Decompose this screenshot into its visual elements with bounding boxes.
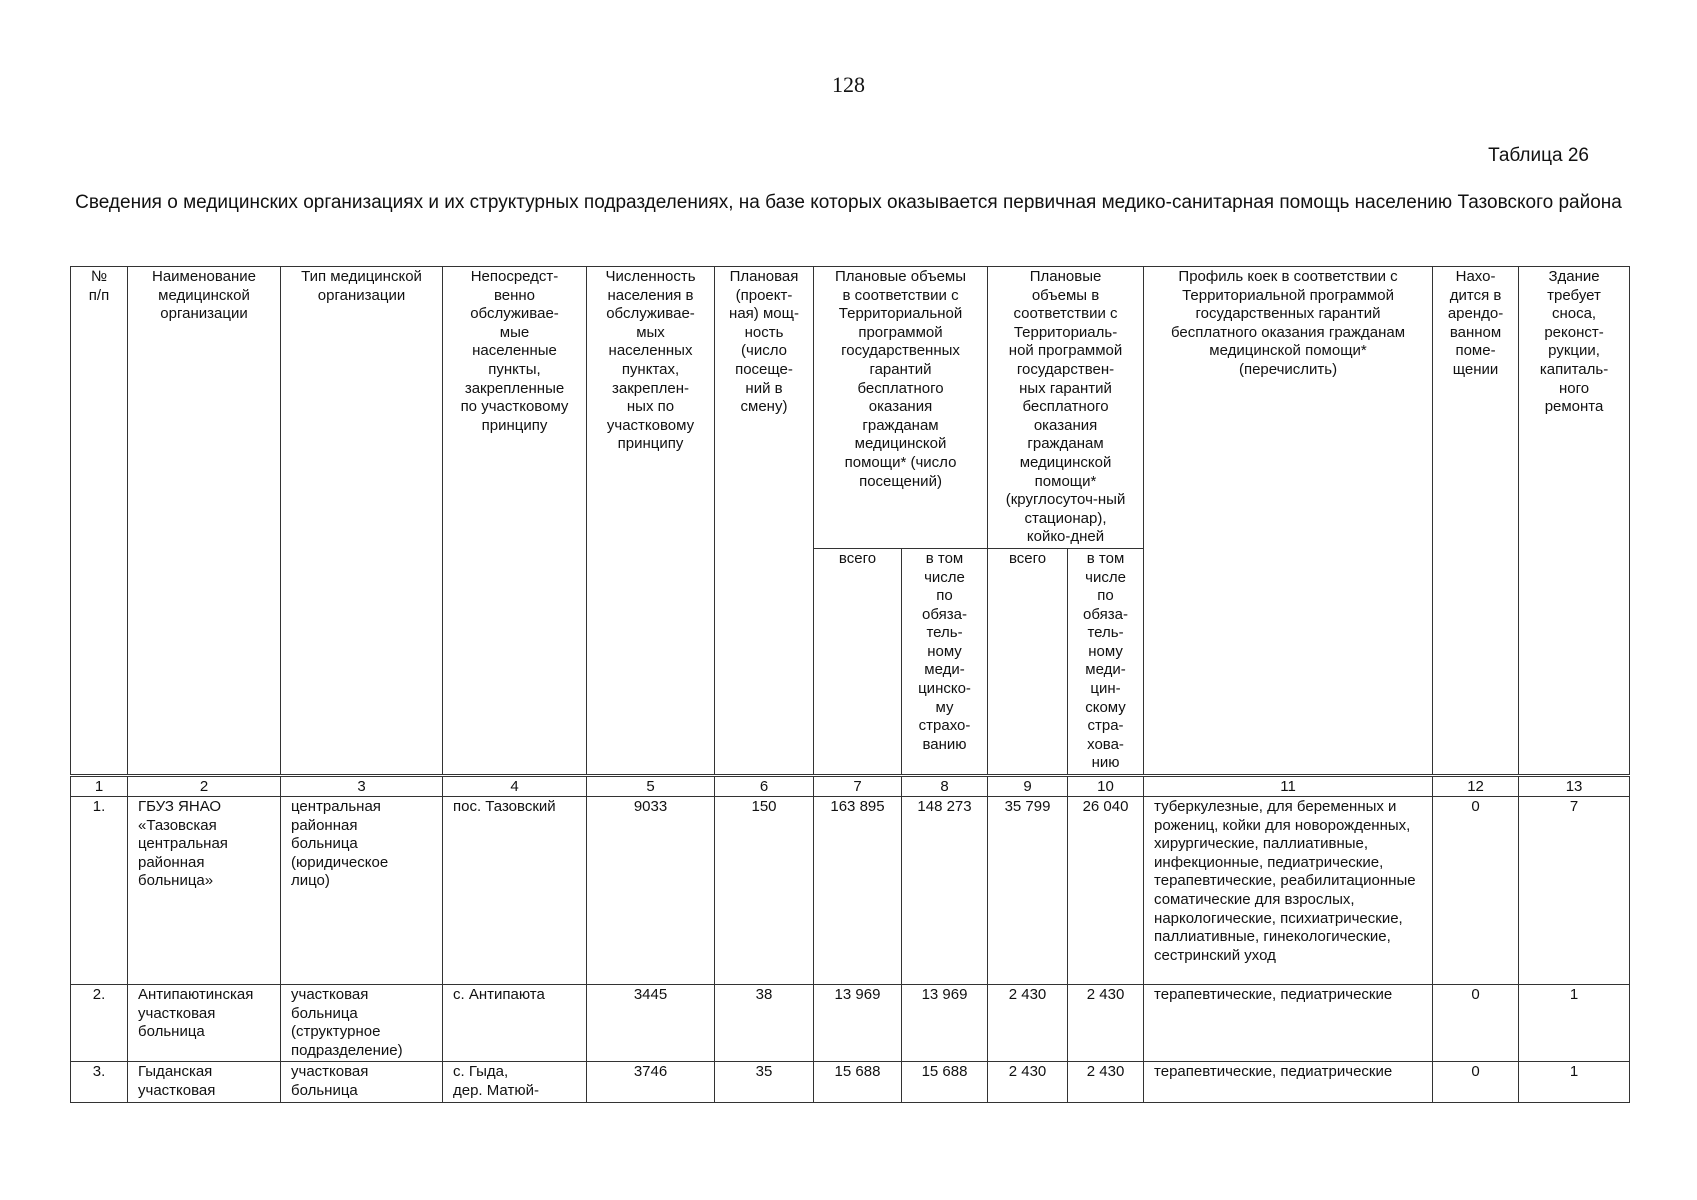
cell-beddays-total: 2 430: [988, 985, 1068, 1062]
cell-org-type: центральная районная больница (юридическое лицо): [281, 797, 443, 985]
cell-visits-oms: 15 688: [902, 1062, 988, 1102]
column-number: 5: [587, 776, 715, 797]
cell-bed-profile: терапевтические, педиатрические: [1144, 1062, 1433, 1102]
header-beddays-total: всего: [988, 548, 1068, 775]
header-settlements: Непосредст- венно обслуживае- мые населенные пункты, закрепленные по участковому принципу: [443, 267, 587, 776]
table-row: [71, 985, 1630, 1062]
cell-leased: 0: [1433, 1062, 1519, 1102]
cell-visits-total: 15 688: [814, 1062, 902, 1102]
column-number: 8: [902, 776, 988, 797]
header-planned-visits: Плановые объемы в соответствии с Территориальной программой государственных гарантий бесплатного оказания гражданам медицинской помощи* (число посещений): [814, 267, 988, 549]
cell-beddays-oms: 26 040: [1068, 797, 1144, 985]
cell-population: 3746: [587, 1062, 715, 1102]
column-number: 2: [128, 776, 281, 797]
column-numbers-row: [71, 776, 1630, 797]
document-title: Сведения о медицинских организациях и их структурных подразделениях, на базе которых оказывается первичная медико-санитарная помощь населению Тазовского района: [75, 192, 1622, 213]
header-building-state: Здание требует сноса, реконст- рукции, капиталь- ного ремонта: [1519, 267, 1630, 776]
column-number: 3: [281, 776, 443, 797]
header-leased: Нахо- дится в арендо- ванном поме- щении: [1433, 267, 1519, 776]
cell-org-type: участковая больница (структурное подразделение): [281, 985, 443, 1062]
header-org-type: Тип медицинской организации: [281, 267, 443, 776]
cell-leased: 0: [1433, 985, 1519, 1062]
header-org-name: Наименование медицинской организации: [128, 267, 281, 776]
cell-beddays-total: 35 799: [988, 797, 1068, 985]
header-bed-profile: Профиль коек в соответствии с Территориальной программой государственных гарантий бесплатного оказания гражданам медицинской помощи* (перечислить): [1144, 267, 1433, 776]
cell-capacity: 35: [715, 1062, 814, 1102]
cell-building-state: 1: [1519, 1062, 1630, 1102]
column-number: 1: [71, 776, 128, 797]
header-visits-oms: в том числе по обяза- тель- ному меди- цинско- му страхо- ванию: [902, 548, 988, 775]
cell-row-number: 2.: [71, 985, 128, 1062]
table-header-row: [71, 267, 1630, 549]
cell-bed-profile: туберкулезные, для беременных и рожениц, койки для новорожденных, хирургические, паллиативные, инфекционные, педиатрические, терапевтические, реабилитационные соматические для взрослых, наркологические, психиатрические, паллиативные, гинекологические, сестринский уход: [1144, 797, 1433, 985]
cell-bed-profile: терапевтические, педиатрические: [1144, 985, 1433, 1062]
column-number: 13: [1519, 776, 1630, 797]
table-row: [71, 1062, 1630, 1102]
table-row: [71, 797, 1630, 985]
cell-capacity: 38: [715, 985, 814, 1062]
column-number: 7: [814, 776, 902, 797]
cell-beddays-oms: 2 430: [1068, 1062, 1144, 1102]
column-number: 10: [1068, 776, 1144, 797]
cell-beddays-total: 2 430: [988, 1062, 1068, 1102]
column-number: 9: [988, 776, 1068, 797]
cell-settlements: пос. Тазовский: [443, 797, 587, 985]
cell-beddays-oms: 2 430: [1068, 985, 1144, 1062]
column-number: 6: [715, 776, 814, 797]
header-capacity: Плановая (проект- ная) мощ- ность (число посеще- ний в смену): [715, 267, 814, 776]
medical-organizations-table: [70, 266, 1630, 1103]
cell-org-name: Гыданская участковая: [128, 1062, 281, 1102]
header-beddays-oms: в том числе по обяза- тель- ному меди- цин- скому стра- хова- нию: [1068, 548, 1144, 775]
cell-building-state: 1: [1519, 985, 1630, 1062]
cell-row-number: 1.: [71, 797, 128, 985]
column-number: 11: [1144, 776, 1433, 797]
header-planned-bed-days: Плановые объемы в соответствии с Территориаль- ной программой государствен- ных гарантий бесплатного оказания гражданам медицинской помощи* (круглосуточ-ный стационар), койко-дней: [988, 267, 1144, 549]
cell-leased: 0: [1433, 797, 1519, 985]
cell-visits-oms: 13 969: [902, 985, 988, 1062]
cell-capacity: 150: [715, 797, 814, 985]
cell-org-type: участковая больница: [281, 1062, 443, 1102]
page-number: 128: [832, 72, 865, 97]
cell-population: 9033: [587, 797, 715, 985]
cell-visits-total: 13 969: [814, 985, 902, 1062]
cell-org-name: Антипаютинская участковая больница: [128, 985, 281, 1062]
header-row-number: № п/п: [71, 267, 128, 776]
cell-row-number: 3.: [71, 1062, 128, 1102]
header-visits-total: всего: [814, 548, 902, 775]
cell-population: 3445: [587, 985, 715, 1062]
column-number: 4: [443, 776, 587, 797]
cell-org-name: ГБУЗ ЯНАО «Тазовская центральная районная больница»: [128, 797, 281, 985]
cell-settlements: с. Гыда, дер. Матюй-: [443, 1062, 587, 1102]
cell-building-state: 7: [1519, 797, 1630, 985]
cell-visits-total: 163 895: [814, 797, 902, 985]
column-number: 12: [1433, 776, 1519, 797]
header-population: Численность населения в обслуживае- мых населенных пунктах, закреплен- ных по участковому принципу: [587, 267, 715, 776]
cell-settlements: с. Антипаюта: [443, 985, 587, 1062]
cell-visits-oms: 148 273: [902, 797, 988, 985]
table-label: Таблица 26: [1488, 145, 1589, 166]
